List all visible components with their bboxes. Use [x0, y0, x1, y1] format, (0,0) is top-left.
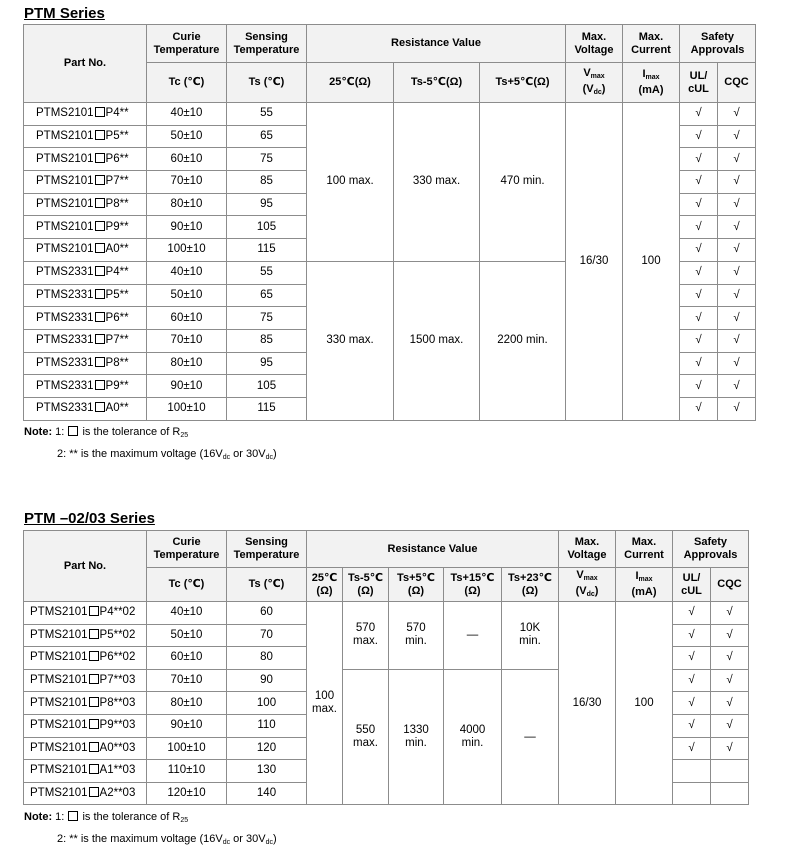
max-current: 100 [616, 602, 673, 805]
tolerance-box-icon [95, 380, 105, 390]
cqc-check: √ [711, 647, 749, 670]
sensing-temp: 105 [227, 216, 307, 239]
curie-temp: 70±10 [147, 669, 227, 692]
cqc-check [711, 760, 749, 783]
tolerance-box-icon [95, 130, 105, 140]
curie-temp: 50±10 [147, 284, 227, 307]
curie-temp: 90±10 [147, 375, 227, 398]
cqc-check [711, 782, 749, 805]
tolerance-box-icon [95, 402, 105, 412]
ptm-0203-series-notes: Note: 1: is the tolerance of $R_{25}$ 2: ** is the maximum voltage ($16V_{dc}$ or $30V_{dc}$) [24, 811, 277, 846]
col-ts: Ts (℃) [227, 568, 307, 602]
tolerance-box-icon [95, 198, 105, 208]
col-cqc: CQC [718, 63, 756, 103]
part-number: PTMS2101 A2**03 [24, 782, 147, 805]
tolerance-box-icon [89, 651, 99, 661]
ptm-0203-series-table [23, 530, 749, 805]
cqc-check: √ [718, 284, 756, 307]
max-voltage: 16/30 [559, 602, 616, 805]
curie-temp: 80±10 [147, 352, 227, 375]
col-curie: Curie Temperature [147, 25, 227, 63]
ul-cul-check: √ [680, 375, 718, 398]
col-vmax: $V_{max}$ $(V_{dc})$ [559, 568, 616, 602]
sensing-temp: 95 [227, 193, 307, 216]
curie-temp: 120±10 [147, 782, 227, 805]
ul-cul-check: √ [673, 737, 711, 760]
sensing-temp: 140 [227, 782, 307, 805]
col-part-no: Part No. [24, 531, 147, 602]
tolerance-box-icon [95, 334, 105, 344]
ptm-series-title: PTM Series [24, 5, 105, 22]
tolerance-box-icon [68, 811, 78, 821]
ul-cul-check [673, 782, 711, 805]
sensing-temp: 85 [227, 171, 307, 194]
part-number: PTMS2101 P8** [24, 193, 147, 216]
part-number: PTMS2101 P5** [24, 125, 147, 148]
resistance-ts-minus-5: 330 max. [394, 103, 480, 262]
curie-temp: 50±10 [147, 125, 227, 148]
tolerance-box-icon [95, 221, 105, 231]
cqc-check: √ [711, 669, 749, 692]
col-r-ts-plus-23: Ts+23℃ (Ω) [502, 568, 559, 602]
resistance-ts-plus-23: 10K min. [502, 602, 559, 670]
sensing-temp: 75 [227, 148, 307, 171]
tolerance-box-icon [95, 266, 105, 276]
curie-temp: 90±10 [147, 714, 227, 737]
ul-cul-check: √ [680, 352, 718, 375]
sensing-temp: 100 [227, 692, 307, 715]
col-tc: Tc (℃) [147, 568, 227, 602]
cqc-check: √ [711, 714, 749, 737]
col-resistance: Resistance Value [307, 25, 566, 63]
cqc-check: √ [718, 103, 756, 126]
part-number: PTMS2331 P8** [24, 352, 147, 375]
ul-cul-check: √ [680, 216, 718, 239]
col-max-current: Max. Current [616, 531, 673, 568]
resistance-ts-plus-5: 2200 min. [480, 261, 566, 420]
part-number: PTMS2101 P8**03 [24, 692, 147, 715]
cqc-check: √ [711, 602, 749, 625]
part-number: PTMS2101 P4** [24, 103, 147, 126]
ul-cul-check: √ [673, 624, 711, 647]
tolerance-box-icon [95, 175, 105, 185]
curie-temp: 60±10 [147, 647, 227, 670]
tolerance-box-icon [89, 674, 99, 684]
tolerance-box-icon [89, 764, 99, 774]
cqc-check: √ [718, 375, 756, 398]
sensing-temp: 120 [227, 737, 307, 760]
tolerance-box-icon [95, 357, 105, 367]
resistance-ts-minus-5: 550 max. [343, 669, 389, 805]
curie-temp: 40±10 [147, 261, 227, 284]
ul-cul-check: √ [673, 602, 711, 625]
sensing-temp: 95 [227, 352, 307, 375]
ptm-series-notes: Note: 1: is the tolerance of $R_{25}$ 2: ** is the maximum voltage ($16V_{dc}$ or $30V_{dc}$) [24, 426, 277, 461]
col-r25: 25℃ (Ω) [307, 568, 343, 602]
cqc-check: √ [718, 307, 756, 330]
sensing-temp: 130 [227, 760, 307, 783]
cqc-check: √ [711, 692, 749, 715]
sensing-temp: 75 [227, 307, 307, 330]
sensing-temp: 65 [227, 284, 307, 307]
tolerance-box-icon [95, 289, 105, 299]
sensing-temp: 105 [227, 375, 307, 398]
col-ul-cul: UL/ cUL [673, 568, 711, 602]
col-ts: Ts (℃) [227, 63, 307, 103]
col-safety: Safety Approvals [673, 531, 749, 568]
col-sensing: Sensing Temperature [227, 25, 307, 63]
resistance-25c: 330 max. [307, 261, 394, 420]
cqc-check: √ [718, 125, 756, 148]
tolerance-box-icon [89, 697, 99, 707]
col-max-current: Max. Current [623, 25, 680, 63]
sensing-temp: 65 [227, 125, 307, 148]
part-number: PTMS2101 A0** [24, 239, 147, 262]
curie-temp: 90±10 [147, 216, 227, 239]
resistance-ts-plus-15: — [444, 602, 502, 670]
part-number: PTMS2331 P9** [24, 375, 147, 398]
part-number: PTMS2101 P5**02 [24, 624, 147, 647]
col-imax: $I_{max}$ (mA) [623, 63, 680, 103]
table-row [24, 103, 756, 126]
part-number: PTMS2101 A1**03 [24, 760, 147, 783]
tolerance-box-icon [89, 719, 99, 729]
part-number: PTMS2331 P7** [24, 329, 147, 352]
ul-cul-check: √ [673, 647, 711, 670]
tolerance-box-icon [89, 742, 99, 752]
curie-temp: 80±10 [147, 193, 227, 216]
resistance-ts-minus-5: 570 max. [343, 602, 389, 670]
resistance-ts-plus-5: 570 min. [389, 602, 444, 670]
cqc-check: √ [718, 329, 756, 352]
sensing-temp: 110 [227, 714, 307, 737]
col-r-ts-plus-5: Ts+5℃(Ω) [480, 63, 566, 103]
part-number: PTMS2101 P6**02 [24, 647, 147, 670]
resistance-ts-plus-15: 4000 min. [444, 669, 502, 805]
sensing-temp: 90 [227, 669, 307, 692]
tolerance-box-icon [89, 606, 99, 616]
ul-cul-check: √ [680, 239, 718, 262]
ul-cul-check: √ [673, 692, 711, 715]
part-number: PTMS2331 A0** [24, 397, 147, 420]
curie-temp: 100±10 [147, 737, 227, 760]
cqc-check: √ [718, 148, 756, 171]
curie-temp: 70±10 [147, 171, 227, 194]
col-tc: Tc (℃) [147, 63, 227, 103]
tolerance-box-icon [95, 107, 105, 117]
tolerance-box-icon [95, 312, 105, 322]
col-resistance: Resistance Value [307, 531, 559, 568]
resistance-ts-plus-23: — [502, 669, 559, 805]
curie-temp: 50±10 [147, 624, 227, 647]
tolerance-box-icon [89, 629, 99, 639]
curie-temp: 110±10 [147, 760, 227, 783]
col-sensing: Sensing Temperature [227, 531, 307, 568]
resistance-25c: 100 max. [307, 103, 394, 262]
ul-cul-check: √ [680, 148, 718, 171]
sensing-temp: 80 [227, 647, 307, 670]
curie-temp: 100±10 [147, 397, 227, 420]
col-ul-cul: UL/ cUL [680, 63, 718, 103]
curie-temp: 80±10 [147, 692, 227, 715]
part-number: PTMS2101 P7** [24, 171, 147, 194]
resistance-ts-plus-5: 470 min. [480, 103, 566, 262]
part-number: PTMS2101 P4**02 [24, 602, 147, 625]
cqc-check: √ [718, 193, 756, 216]
part-number: PTMS2331 P4** [24, 261, 147, 284]
part-number: PTMS2331 P6** [24, 307, 147, 330]
col-imax: $I_{max}$ (mA) [616, 568, 673, 602]
resistance-ts-minus-5: 1500 max. [394, 261, 480, 420]
max-current: 100 [623, 103, 680, 421]
col-cqc: CQC [711, 568, 749, 602]
ul-cul-check: √ [673, 714, 711, 737]
cqc-check: √ [718, 171, 756, 194]
cqc-check: √ [718, 261, 756, 284]
table-row [24, 602, 749, 625]
col-r25: 25℃(Ω) [307, 63, 394, 103]
ul-cul-check: √ [680, 193, 718, 216]
ul-cul-check: √ [680, 171, 718, 194]
col-r-ts-minus-5: Ts-5℃ (Ω) [343, 568, 389, 602]
part-number: PTMS2101 P7**03 [24, 669, 147, 692]
sensing-temp: 60 [227, 602, 307, 625]
col-max-voltage: Max. Voltage [559, 531, 616, 568]
sensing-temp: 70 [227, 624, 307, 647]
part-number: PTMS2331 P5** [24, 284, 147, 307]
ul-cul-check: √ [680, 125, 718, 148]
sensing-temp: 115 [227, 239, 307, 262]
cqc-check: √ [718, 239, 756, 262]
col-max-voltage: Max. Voltage [566, 25, 623, 63]
sensing-temp: 85 [227, 329, 307, 352]
col-curie: Curie Temperature [147, 531, 227, 568]
cqc-check: √ [718, 397, 756, 420]
resistance-ts-plus-5: 1330 min. [389, 669, 444, 805]
col-r-ts-plus-15: Ts+15℃ (Ω) [444, 568, 502, 602]
ul-cul-check: √ [680, 284, 718, 307]
sensing-temp: 115 [227, 397, 307, 420]
cqc-check: √ [718, 352, 756, 375]
part-number: PTMS2101 P9**03 [24, 714, 147, 737]
col-r-ts-minus-5: Ts-5℃(Ω) [394, 63, 480, 103]
curie-temp: 60±10 [147, 307, 227, 330]
part-number: PTMS2101 A0**03 [24, 737, 147, 760]
cqc-check: √ [711, 624, 749, 647]
col-part-no: Part No. [24, 25, 147, 103]
curie-temp: 100±10 [147, 239, 227, 262]
part-number: PTMS2101 P6** [24, 148, 147, 171]
max-voltage: 16/30 [566, 103, 623, 421]
ul-cul-check: √ [680, 307, 718, 330]
tolerance-box-icon [68, 426, 78, 436]
part-number: PTMS2101 P9** [24, 216, 147, 239]
curie-temp: 40±10 [147, 602, 227, 625]
col-safety: Safety Approvals [680, 25, 756, 63]
col-r-ts-plus-5: Ts+5℃ (Ω) [389, 568, 444, 602]
tolerance-box-icon [89, 787, 99, 797]
cqc-check: √ [718, 216, 756, 239]
sensing-temp: 55 [227, 261, 307, 284]
sensing-temp: 55 [227, 103, 307, 126]
ul-cul-check: √ [680, 261, 718, 284]
tolerance-box-icon [95, 243, 105, 253]
col-vmax: $V_{max}$ $(V_{dc})$ [566, 63, 623, 103]
cqc-check: √ [711, 737, 749, 760]
curie-temp: 60±10 [147, 148, 227, 171]
ul-cul-check [673, 760, 711, 783]
ul-cul-check: √ [680, 103, 718, 126]
curie-temp: 70±10 [147, 329, 227, 352]
ptm-0203-series-title: PTM –02/03 Series [24, 510, 155, 527]
ul-cul-check: √ [673, 669, 711, 692]
resistance-25c: 100 max. [307, 602, 343, 805]
ptm-series-table [23, 24, 756, 421]
curie-temp: 40±10 [147, 103, 227, 126]
tolerance-box-icon [95, 153, 105, 163]
ul-cul-check: √ [680, 329, 718, 352]
ul-cul-check: √ [680, 397, 718, 420]
